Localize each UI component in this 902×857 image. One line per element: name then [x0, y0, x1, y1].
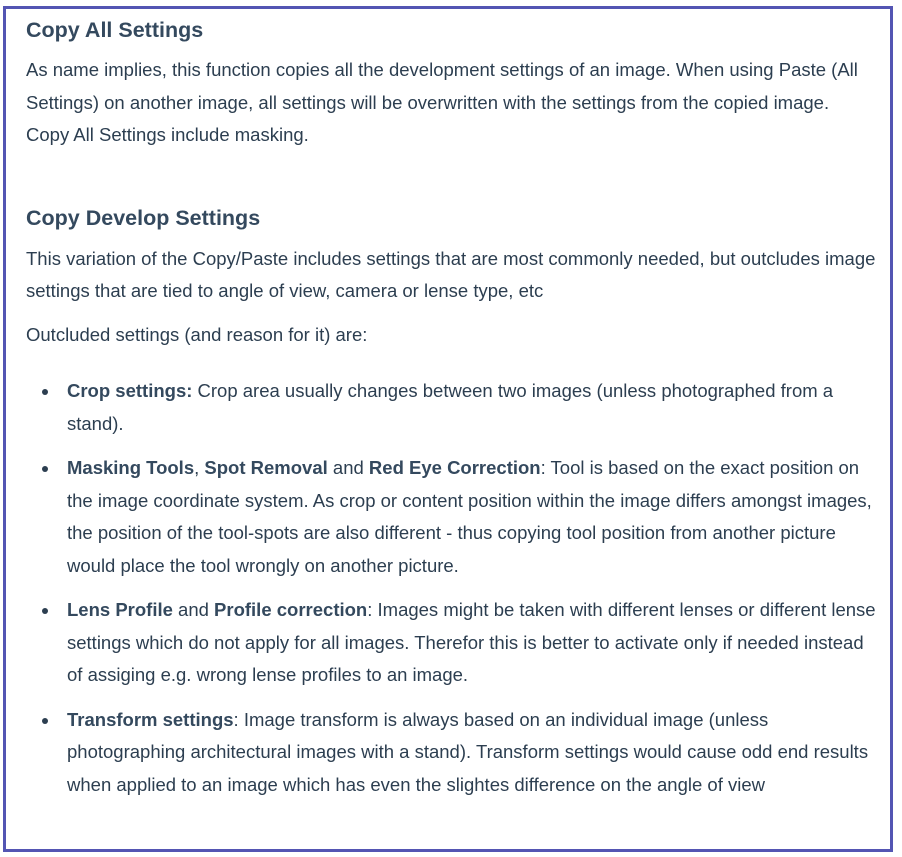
- term-separator: and: [327, 457, 369, 478]
- document-frame: [3, 6, 893, 852]
- list-item-masking-tools: [67, 452, 876, 582]
- list-item-crop-settings: [67, 375, 876, 440]
- term-crop-settings: Crop settings:: [67, 380, 193, 401]
- copy-all-settings-description: As name implies, this function copies all the development settings of an image. When using Paste (All Settings) on another image, all settings will be overwritten with the settings from the copied image. Copy All Settings include masking.: [26, 59, 858, 145]
- term-transform-settings: Transform settings: [67, 708, 234, 730]
- term-spot-removal: Spot Removal: [204, 457, 328, 478]
- list-item-transform-settings: [67, 704, 876, 802]
- item-description: : Image transform is always based on an individual image (unless photographing architectural images with a stand). Transform settings would cause odd end results when applied to an image which has even the slightes difference on the angle of view: [67, 708, 869, 795]
- item-description: : Images might be taken with different lenses or different lense settings which do not apply for all images. Therefor this is better to activate only if needed instead of assiging e.g. wrong lense profiles to an image.: [67, 599, 876, 685]
- copy-all-settings-heading: Copy All Settings: [26, 18, 204, 42]
- term-red-eye-correction: Red Eye Correction: [368, 457, 541, 478]
- outcluded-settings-list: [26, 375, 876, 801]
- item-description: : Tool is based on the exact position on the image coordinate system. As crop or content position within the image differs amongst images, the position of the tool-spots are also different - thus copying tool position from another picture would place the tool wrongly on another picture.: [67, 457, 872, 576]
- term-lens-profile: Lens Profile: [67, 599, 173, 620]
- copy-develop-settings-description: This variation of the Copy/Paste includes settings that are most commonly needed, but outcludes image settings that are tied to angle of view, camera or lense type, etc: [26, 247, 876, 301]
- copy-develop-settings-heading: Copy Develop Settings: [26, 205, 261, 230]
- outcluded-settings-intro: Outcluded settings (and reason for it) are:: [26, 323, 368, 345]
- term-masking-tools: Masking Tools: [67, 457, 195, 478]
- item-description: Crop area usually changes between two images (unless photographed from a stand).: [67, 380, 834, 434]
- list-item-lens-profile: [67, 594, 876, 692]
- term-separator: and: [172, 599, 215, 620]
- term-separator: ,: [194, 457, 205, 478]
- document-content: [26, 17, 876, 813]
- term-profile-correction: Profile correction: [214, 599, 368, 620]
